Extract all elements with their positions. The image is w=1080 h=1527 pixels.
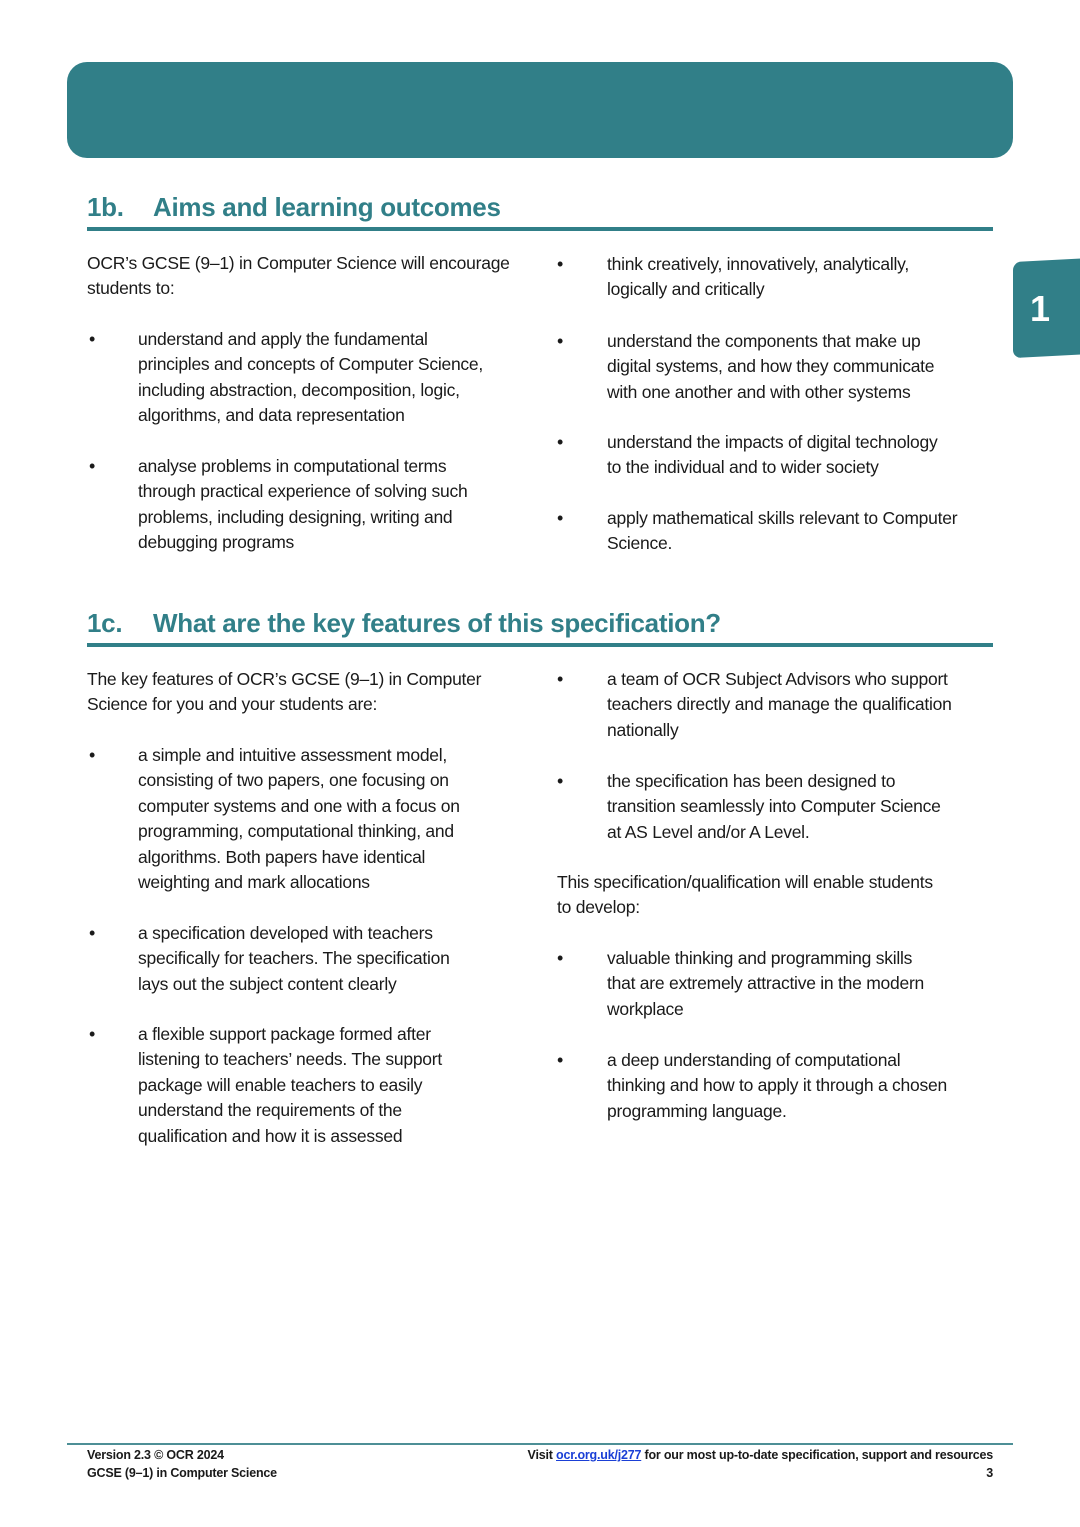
- bullet-line: that are extremely attractive in the modern: [607, 973, 925, 994]
- bullet-line: a simple and intuitive assessment model,: [138, 745, 448, 765]
- heading-rule: [87, 227, 993, 231]
- bullet-line: package will enable teachers to easily: [138, 1074, 423, 1095]
- paragraph-line: The key features of OCR’s GCSE (9–1) in Computer: [87, 669, 482, 689]
- bullet-line: algorithms, and data representation: [138, 405, 405, 426]
- bullet-line: a team of OCR Subject Advisors who support: [607, 669, 948, 689]
- bullet-line: transition seamlessly into Computer Science: [607, 796, 941, 817]
- paragraph-line: OCR’s GCSE (9–1) in Computer Science will encourage: [87, 253, 510, 273]
- bullet-icon: •: [557, 948, 564, 968]
- bullet-line: analyse problems in computational terms: [138, 456, 447, 476]
- bullet-line: computer systems and one with a focus on: [138, 795, 460, 816]
- bullet-line: thinking and how to apply it through a chosen: [607, 1075, 947, 1096]
- bullet-line: apply mathematical skills relevant to Computer: [607, 508, 958, 528]
- bullet-line: principles and concepts of Computer Science,: [138, 354, 484, 375]
- bullet-line: teachers directly and manage the qualification: [607, 694, 952, 715]
- bullet-line: debugging programs: [138, 532, 295, 553]
- bullet-line: valuable thinking and programming skills: [607, 948, 913, 968]
- bullet-line: workplace: [607, 998, 684, 1019]
- section-number: 1c.: [87, 608, 123, 638]
- bullet-line: consisting of two papers, one focusing on: [138, 770, 449, 791]
- bullet-icon: •: [89, 923, 96, 943]
- bullet-line: a specification developed with teachers: [138, 923, 433, 943]
- bullet-line: digital systems, and how they communicate: [607, 356, 935, 377]
- section-number: 1b.: [87, 192, 124, 222]
- bullet-line: through practical experience of solving such: [138, 481, 468, 502]
- bullet-line: the specification has been designed to: [607, 771, 896, 791]
- header-banner: [67, 62, 1013, 158]
- bullet-icon: •: [89, 456, 96, 476]
- bullet-line: to the individual and to wider society: [607, 457, 879, 478]
- paragraph-line: to develop:: [557, 897, 640, 918]
- bullet-icon: •: [557, 254, 564, 274]
- bullet-line: a flexible support package formed after: [138, 1024, 431, 1044]
- bullet-icon: •: [89, 1024, 96, 1044]
- heading-rule: [87, 643, 993, 647]
- bullet-line: algorithms. Both papers have identical: [138, 846, 426, 867]
- bullet-icon: •: [89, 745, 96, 765]
- page-number: 3: [986, 1466, 993, 1480]
- bullet-line: understand and apply the fundamental: [138, 329, 428, 349]
- bullet-line: think creatively, innovatively, analytically,: [607, 254, 909, 274]
- bullet-line: including abstraction, decomposition, logic,: [138, 379, 460, 400]
- visit-suffix: for our most up-to-date specification, support and resources: [644, 1448, 993, 1462]
- bullet-line: lays out the subject content clearly: [138, 973, 397, 994]
- bullet-icon: •: [557, 1050, 564, 1070]
- bullet-icon: •: [557, 331, 564, 351]
- section-heading-1c: [87, 608, 721, 639]
- bullet-line: qualification and how it is assessed: [138, 1125, 403, 1146]
- paragraph-line: This specification/qualification will enable students: [557, 872, 933, 892]
- bullet-line: programming, computational thinking, and: [138, 821, 454, 842]
- spec-link[interactable]: ocr.org.uk/j277: [556, 1448, 642, 1462]
- footer-rule: [67, 1443, 1013, 1445]
- bullet-line: logically and critically: [607, 279, 765, 300]
- bullet-line: problems, including designing, writing and: [138, 506, 453, 527]
- bullet-line: understand the requirements of the: [138, 1100, 402, 1121]
- section-title: Aims and learning outcomes: [153, 192, 501, 222]
- bullet-icon: •: [557, 771, 564, 791]
- section-tab-number: 1: [1030, 288, 1051, 329]
- bullet-line: understand the components that make up: [607, 331, 921, 351]
- bullet-line: Science.: [607, 533, 673, 554]
- footer-version: Version 2.3 © OCR 2024: [87, 1448, 224, 1462]
- bullet-icon: •: [557, 508, 564, 528]
- bullet-line: with one another and with other systems: [607, 381, 911, 402]
- paragraph-line: Science for you and your students are:: [87, 694, 378, 715]
- paragraph-line: students to:: [87, 278, 175, 299]
- section-title: What are the key features of this specification?: [153, 608, 721, 638]
- bullet-line: understand the impacts of digital technology: [607, 432, 938, 452]
- bullet-line: weighting and mark allocations: [138, 872, 370, 892]
- bullet-line: at AS Level and/or A Level.: [607, 821, 810, 842]
- section-heading-1b: [87, 192, 501, 223]
- bullet-line: a deep understanding of computational: [607, 1050, 901, 1070]
- bullet-line: specifically for teachers. The specification: [138, 948, 450, 969]
- bullet-icon: •: [89, 329, 96, 349]
- bullet-icon: •: [557, 432, 564, 452]
- visit-prefix: Visit: [527, 1448, 553, 1462]
- footer-qualification: GCSE (9–1) in Computer Science: [87, 1466, 277, 1480]
- bullet-icon: •: [557, 669, 564, 689]
- footer-visit: [528, 1448, 993, 1462]
- bullet-line: programming language.: [607, 1100, 787, 1121]
- bullet-line: listening to teachers’ needs. The support: [138, 1049, 442, 1070]
- bullet-line: nationally: [607, 719, 679, 740]
